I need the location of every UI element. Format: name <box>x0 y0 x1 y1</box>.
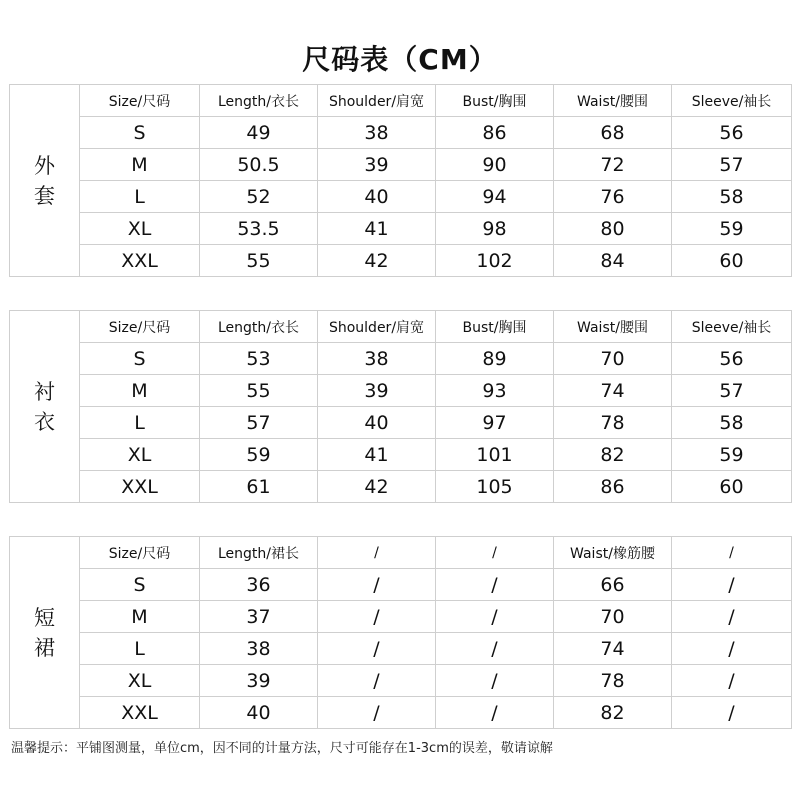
category-char: 衬 <box>34 379 55 404</box>
value-cell: 89 <box>436 343 554 375</box>
table-row <box>10 633 792 665</box>
value-cell: 39 <box>318 375 436 407</box>
value-cell: / <box>318 665 436 697</box>
header-row <box>10 85 792 117</box>
table-row <box>10 697 792 729</box>
value-cell: 42 <box>318 471 436 503</box>
category-char: 外 <box>34 153 55 178</box>
column-header: Waist/腰围 <box>554 311 672 343</box>
value-cell: 58 <box>672 181 792 213</box>
column-header: / <box>672 537 792 569</box>
category-char: 衣 <box>34 409 55 434</box>
value-cell: 50.5 <box>200 149 318 181</box>
table-row <box>10 439 792 471</box>
table-row <box>10 149 792 181</box>
coat-size-table <box>9 84 792 277</box>
category-char: 裙 <box>34 635 55 660</box>
value-cell: 82 <box>554 439 672 471</box>
value-cell: / <box>436 697 554 729</box>
value-cell: 60 <box>672 245 792 277</box>
size-cell: M <box>80 375 200 407</box>
table-row <box>10 117 792 149</box>
column-header: Length/衣长 <box>200 311 318 343</box>
value-cell: 55 <box>200 375 318 407</box>
header-row <box>10 537 792 569</box>
table-row <box>10 407 792 439</box>
value-cell: 60 <box>672 471 792 503</box>
column-header: Bust/胸围 <box>436 311 554 343</box>
value-cell: 57 <box>200 407 318 439</box>
value-cell: 86 <box>554 471 672 503</box>
shirt-size-table <box>9 310 792 503</box>
category-char: 短 <box>34 605 55 630</box>
column-header: Length/衣长 <box>200 85 318 117</box>
table-row <box>10 375 792 407</box>
column-header: Size/尺码 <box>80 537 200 569</box>
header-row <box>10 311 792 343</box>
table-row <box>10 601 792 633</box>
size-cell: XXL <box>80 697 200 729</box>
value-cell: 68 <box>554 117 672 149</box>
column-header: Sleeve/袖长 <box>672 85 792 117</box>
size-cell: XXL <box>80 471 200 503</box>
value-cell: / <box>318 697 436 729</box>
value-cell: 90 <box>436 149 554 181</box>
table-row <box>10 343 792 375</box>
value-cell: 36 <box>200 569 318 601</box>
skirt-size-table <box>9 536 792 729</box>
value-cell: 59 <box>672 439 792 471</box>
column-header: Size/尺码 <box>80 311 200 343</box>
value-cell: 40 <box>318 407 436 439</box>
value-cell: 97 <box>436 407 554 439</box>
value-cell: 55 <box>200 245 318 277</box>
table-row <box>10 471 792 503</box>
value-cell: / <box>672 569 792 601</box>
value-cell: / <box>436 601 554 633</box>
size-cell: S <box>80 117 200 149</box>
column-header: Shoulder/肩宽 <box>318 85 436 117</box>
value-cell: 98 <box>436 213 554 245</box>
column-header: / <box>436 537 554 569</box>
value-cell: 38 <box>318 117 436 149</box>
value-cell: 57 <box>672 375 792 407</box>
value-cell: 70 <box>554 343 672 375</box>
category-char: 套 <box>34 183 55 208</box>
value-cell: 78 <box>554 407 672 439</box>
value-cell: / <box>672 665 792 697</box>
value-cell: 59 <box>200 439 318 471</box>
value-cell: / <box>436 633 554 665</box>
size-cell: S <box>80 343 200 375</box>
category-label <box>10 85 80 277</box>
size-cell: L <box>80 407 200 439</box>
value-cell: 101 <box>436 439 554 471</box>
page-title: 尺码表（CM） <box>302 43 498 76</box>
value-cell: 37 <box>200 601 318 633</box>
table-row <box>10 569 792 601</box>
value-cell: 94 <box>436 181 554 213</box>
value-cell: / <box>318 601 436 633</box>
size-cell: XL <box>80 439 200 471</box>
value-cell: 39 <box>200 665 318 697</box>
value-cell: 78 <box>554 665 672 697</box>
size-cell: L <box>80 633 200 665</box>
table-row <box>10 213 792 245</box>
column-header: Length/裙长 <box>200 537 318 569</box>
value-cell: / <box>436 569 554 601</box>
column-header: Sleeve/袖长 <box>672 311 792 343</box>
value-cell: 66 <box>554 569 672 601</box>
value-cell: 59 <box>672 213 792 245</box>
column-header: / <box>318 537 436 569</box>
value-cell: / <box>672 601 792 633</box>
value-cell: 41 <box>318 439 436 471</box>
value-cell: 57 <box>672 149 792 181</box>
column-header: Bust/胸围 <box>436 85 554 117</box>
value-cell: / <box>672 633 792 665</box>
value-cell: 84 <box>554 245 672 277</box>
size-cell: XL <box>80 213 200 245</box>
table-row <box>10 245 792 277</box>
size-cell: M <box>80 149 200 181</box>
column-header: Size/尺码 <box>80 85 200 117</box>
value-cell: 40 <box>318 181 436 213</box>
column-header: Waist/腰围 <box>554 85 672 117</box>
measurement-note: 温馨提示：平铺图测量，单位cm，因不同的计量方法，尺寸可能存在1-3cm的误差，敬请谅解 <box>11 741 553 756</box>
size-cell: S <box>80 569 200 601</box>
category-label <box>10 311 80 503</box>
value-cell: 74 <box>554 633 672 665</box>
value-cell: 102 <box>436 245 554 277</box>
value-cell: 93 <box>436 375 554 407</box>
table-row <box>10 181 792 213</box>
value-cell: 38 <box>200 633 318 665</box>
size-cell: XXL <box>80 245 200 277</box>
value-cell: 40 <box>200 697 318 729</box>
value-cell: 86 <box>436 117 554 149</box>
size-cell: XL <box>80 665 200 697</box>
value-cell: / <box>436 665 554 697</box>
column-header: Waist/橡筋腰 <box>554 537 672 569</box>
value-cell: 80 <box>554 213 672 245</box>
value-cell: 53.5 <box>200 213 318 245</box>
value-cell: 56 <box>672 343 792 375</box>
value-cell: / <box>318 569 436 601</box>
value-cell: 58 <box>672 407 792 439</box>
value-cell: 38 <box>318 343 436 375</box>
value-cell: / <box>318 633 436 665</box>
value-cell: 70 <box>554 601 672 633</box>
size-cell: M <box>80 601 200 633</box>
size-cell: L <box>80 181 200 213</box>
value-cell: 74 <box>554 375 672 407</box>
value-cell: 76 <box>554 181 672 213</box>
value-cell: 105 <box>436 471 554 503</box>
value-cell: / <box>672 697 792 729</box>
value-cell: 42 <box>318 245 436 277</box>
value-cell: 56 <box>672 117 792 149</box>
value-cell: 49 <box>200 117 318 149</box>
column-header: Shoulder/肩宽 <box>318 311 436 343</box>
value-cell: 52 <box>200 181 318 213</box>
table-row <box>10 665 792 697</box>
value-cell: 61 <box>200 471 318 503</box>
value-cell: 53 <box>200 343 318 375</box>
category-label <box>10 537 80 729</box>
value-cell: 82 <box>554 697 672 729</box>
value-cell: 72 <box>554 149 672 181</box>
value-cell: 41 <box>318 213 436 245</box>
value-cell: 39 <box>318 149 436 181</box>
